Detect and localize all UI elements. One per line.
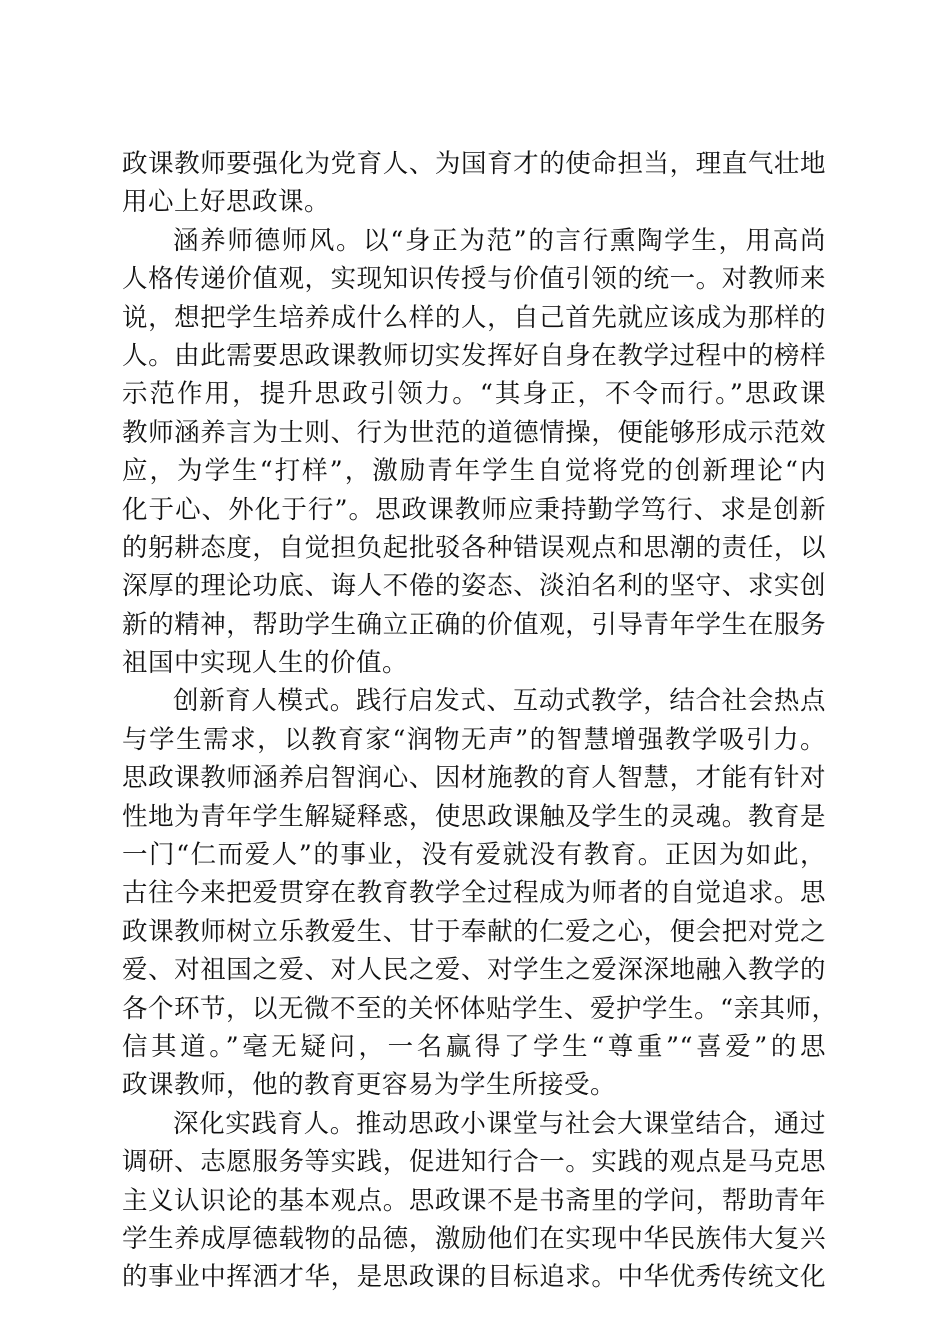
text-line: 爱、对祖国之爱、对人民之爱、对学生之爱深深地融入教学的 (122, 955, 826, 986)
text-line: 古往今来把爱贯穿在教育教学全过程成为师者的自觉追求。思 (122, 878, 826, 909)
text-line: 教师涵养言为士则、行为世范的道德情操，便能够形成示范效 (122, 417, 826, 448)
text-line: 政课教师要强化为党育人、为国育才的使命担当，理直气壮地 (122, 149, 826, 179)
text-line: 一门“仁而爱人”的事业，没有爱就没有教育。正因为如此， (122, 840, 826, 871)
text-line: 用心上好思政课。 (122, 187, 331, 218)
text-line: 信其道。”毫无疑问，一名赢得了学生“尊重”“喜爱”的思 (122, 1031, 826, 1062)
text-line: 调研、志愿服务等实践，促进知行合一。实践的观点是马克思 (122, 1147, 826, 1178)
paragraph-heading-line: 创新育人模式。践行启发式、互动式教学，结合社会热点 (173, 686, 826, 717)
text-line: 人格传递价值观，实现知识传授与价值引领的统一。对教师来 (122, 264, 826, 295)
text-line: 示范作用，提升思政引领力。“其身正，不令而行。”思政课 (122, 379, 826, 410)
text-line: 政课教师，他的教育更容易为学生所接受。 (122, 1070, 617, 1101)
text-line: 各个环节，以无微不至的关怀体贴学生、爱护学生。“亲其师， (122, 993, 838, 1024)
text-line: 化于心、外化于行”。思政课教师应秉持勤学笃行、求是创新 (122, 494, 826, 525)
text-line: 的躬耕态度，自觉担负起批驳各种错误观点和思潮的责任，以 (122, 532, 826, 563)
text-line: 新的精神，帮助学生确立正确的价值观，引导青年学生在服务 (122, 609, 826, 640)
text-line: 学生养成厚德载物的品德，激励他们在实现中华民族伟大复兴 (122, 1223, 826, 1254)
paragraph-heading-line: 深化实践育人。推动思政小课堂与社会大课堂结合，通过 (173, 1108, 826, 1139)
text-line: 深厚的理论功底、诲人不倦的姿态、淡泊名利的坚守、求实创 (122, 571, 826, 602)
paragraph-heading-line: 涵养师德师风。以“身正为范”的言行熏陶学生，用高尚 (173, 225, 826, 256)
text-line: 与学生需求，以教育家“润物无声”的智慧增强教学吸引力。 (122, 724, 826, 755)
text-line: 政课教师树立乐教爱生、甘于奉献的仁爱之心，便会把对党之 (122, 916, 826, 947)
text-line: 祖国中实现人生的价值。 (122, 648, 409, 679)
text-line: 应，为学生“打样”，激励青年学生自觉将党的创新理论“内 (122, 456, 826, 487)
text-line: 说，想把学生培养成什么样的人，自己首先就应该成为那样的 (122, 302, 826, 333)
text-line: 的事业中挥洒才华，是思政课的目标追求。中华优秀传统文化 (122, 1262, 826, 1293)
body-text (122, 145, 838, 1297)
text-line: 主义认识论的基本观点。思政课不是书斋里的学问，帮助青年 (122, 1185, 826, 1216)
text-line: 思政课教师涵养启智润心、因材施教的育人智慧，才能有针对 (122, 763, 826, 794)
text-line: 人。由此需要思政课教师切实发挥好自身在教学过程中的榜样 (122, 340, 826, 371)
text-line: 性地为青年学生解疑释惑，使思政课触及学生的灵魂。教育是 (122, 801, 826, 832)
